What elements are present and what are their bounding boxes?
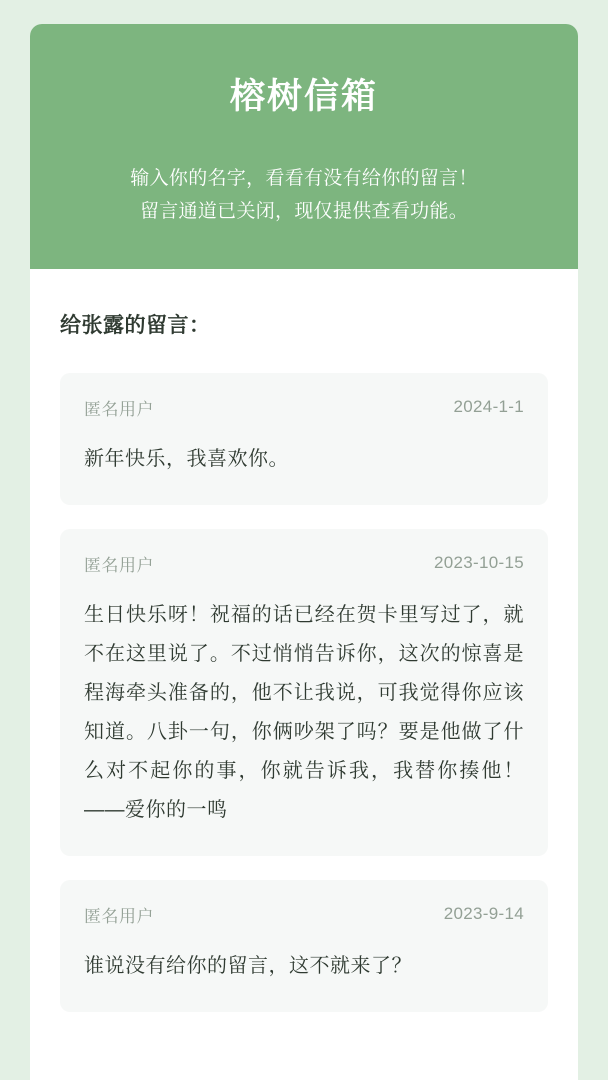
app-header (30, 24, 578, 269)
message-author: 匿名用户 (84, 906, 154, 926)
message-author: 匿名用户 (84, 399, 154, 419)
section-title: 给张露的留言： (60, 313, 211, 337)
message-body: 新年快乐，我喜欢你。 (84, 447, 289, 470)
header-subtitle-line-2: 留言通道已关闭，现仅提供查看功能。 (139, 201, 469, 223)
message-date: 2023-10-15 (434, 553, 524, 572)
message-meta (84, 395, 524, 420)
page-title: 榕树信箱 (229, 77, 378, 116)
header-subtitle-line-1: 输入你的名字，看看有没有给你的留言！ (130, 168, 478, 189)
message-meta (84, 902, 524, 927)
message-list-section (30, 269, 578, 1080)
message-meta (84, 551, 524, 576)
message-date: 2023-9-14 (443, 904, 524, 923)
message-body: 生日快乐呀！祝福的话已经在贺卡里写过了，就不在这里说了。不过悄悄告诉你，这次的惊喜是程海牵头准备的，他不让我说，可我觉得你应该知道。八卦一句，你俩吵架了吗？要是他做了什么对不起你的事，你就告诉我，我替你揍他！ ——爱你的一鸣 (84, 603, 524, 821)
app-frame (30, 24, 578, 1080)
message-card[interactable] (60, 373, 548, 505)
message-card[interactable] (60, 880, 548, 1012)
message-card[interactable] (60, 529, 548, 856)
message-date: 2024-1-1 (453, 397, 524, 416)
message-author: 匿名用户 (84, 555, 154, 575)
message-body: 谁说没有给你的留言，这不就来了？ (84, 954, 412, 977)
